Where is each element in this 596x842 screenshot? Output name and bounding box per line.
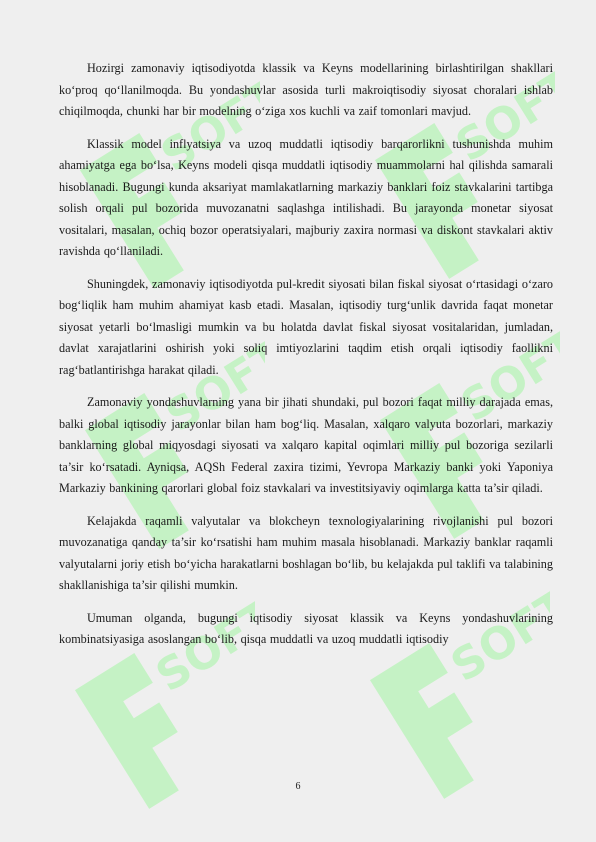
paragraph: Umuman olganda, bugungi iqtisodiy siyosat klassik va Keyns yondashuvlarining kombinatsiyasiga asoslangan bo‘lib, qisqa muddatli va uzoq muddatli iqtisodiy [59, 610, 553, 646]
svg-text:SOFT: SOFT [152, 70, 260, 183]
paragraph: Shuningdek, zamonaviy iqtisodiyotda pul-kredit siyosati bilan fiskal siyosat o‘rtasidagi o‘zaro bog‘liqlik ham muhim ahamiyat kasb etadi. Masalan, iqtisodiy turg‘unlik davrida faqat monetar siyosat yetarli bo‘lmasligi mumkin va bu holatda davlat fiskal siyosat vositalaridan, jumladan, davlat xarajatlarini oshirish yoki soliq imtiyozlarini taqdim etish orqali iqtisodiy faollikni rag‘batlantirishga harakat qiladi. [59, 276, 553, 377]
paragraph: Klassik model inflyatsiya va uzoq muddatli iqtisodiy barqarorlikni tushunishda muhim ahamiyatga ega bo‘lsa, Keyns modeli qisqa muddatli iqtisodiy muammolarni hal qilishda samarali hisoblanadi. Bugungi kunda aksariyat mamlakatlarning markaziy banklari foiz stavkalarini tartibga solish orqali pul bozorida muvozanatni saqlashga intilishadi. Bu jarayonda monetar siyosat vositalari, masalan, ochiq bozor operatsiyalari, majburiy zaxira normasi va diskont stavkalari aktiv ravishda qo‘llaniladi. [59, 136, 553, 258]
svg-text:SOFT: SOFT [157, 330, 265, 443]
svg-text:SOFT: SOFT [447, 60, 555, 173]
paragraph: Hozirgi zamonaviy iqtisodiyotda klassik va Keyns modellarining birlashtirilgan shakllari ko‘proq qo‘llanilmoqda. Bu yondashuvlar asosida turli makroiqtisodiy siyosat choralari ishlab chiqilmoqda, chunki har bir modelning o‘ziga xos kuchli va zaif tomonlari mavjud. [59, 61, 553, 118]
document-body [59, 58, 553, 662]
paragraph: Zamonaviy yondashuvlarning yana bir jihati shundaki, pul bozori faqat milliy darajada emas, balki global iqtisodiy jarayonlar bilan ham bog‘liq. Masalan, xalqaro valyuta bozorlari, markaziy banklarning global miqyosdagi siyosati va xalqaro kapital oqimlari milliy pul bozoriga sezilarli ta’sir ko‘rsatadi. Ayniqsa, AQSh Federal zaxira tizimi, Yevropa Markaziy banki yoki Yaponiya Markaziy bankining qarorlari global foiz stavkalari va investitsiyaviy oqimlarga katta ta’sir qiladi. [59, 395, 553, 495]
page-number: 6 [295, 781, 301, 792]
svg-text:SOFT: SOFT [452, 320, 560, 433]
paragraph: Kelajakda raqamli valyutalar va blokcheyn texnologiyalarining rivojlanishi pul bozori muvozanatiga qanday ta’sir ko‘rsatishi ham muhim masala hisoblanadi. Markaziy banklar raqamli valyutalarni joriy etish bo‘yicha harakatlarni boshlagan bo‘lib, bu kelajakda pul taklifi va talabining shakllanishiga ta’sir qilishi mumkin. [59, 513, 553, 592]
svg-text:SOFT: SOFT [442, 580, 550, 693]
svg-text:SOFT: SOFT [147, 590, 255, 703]
